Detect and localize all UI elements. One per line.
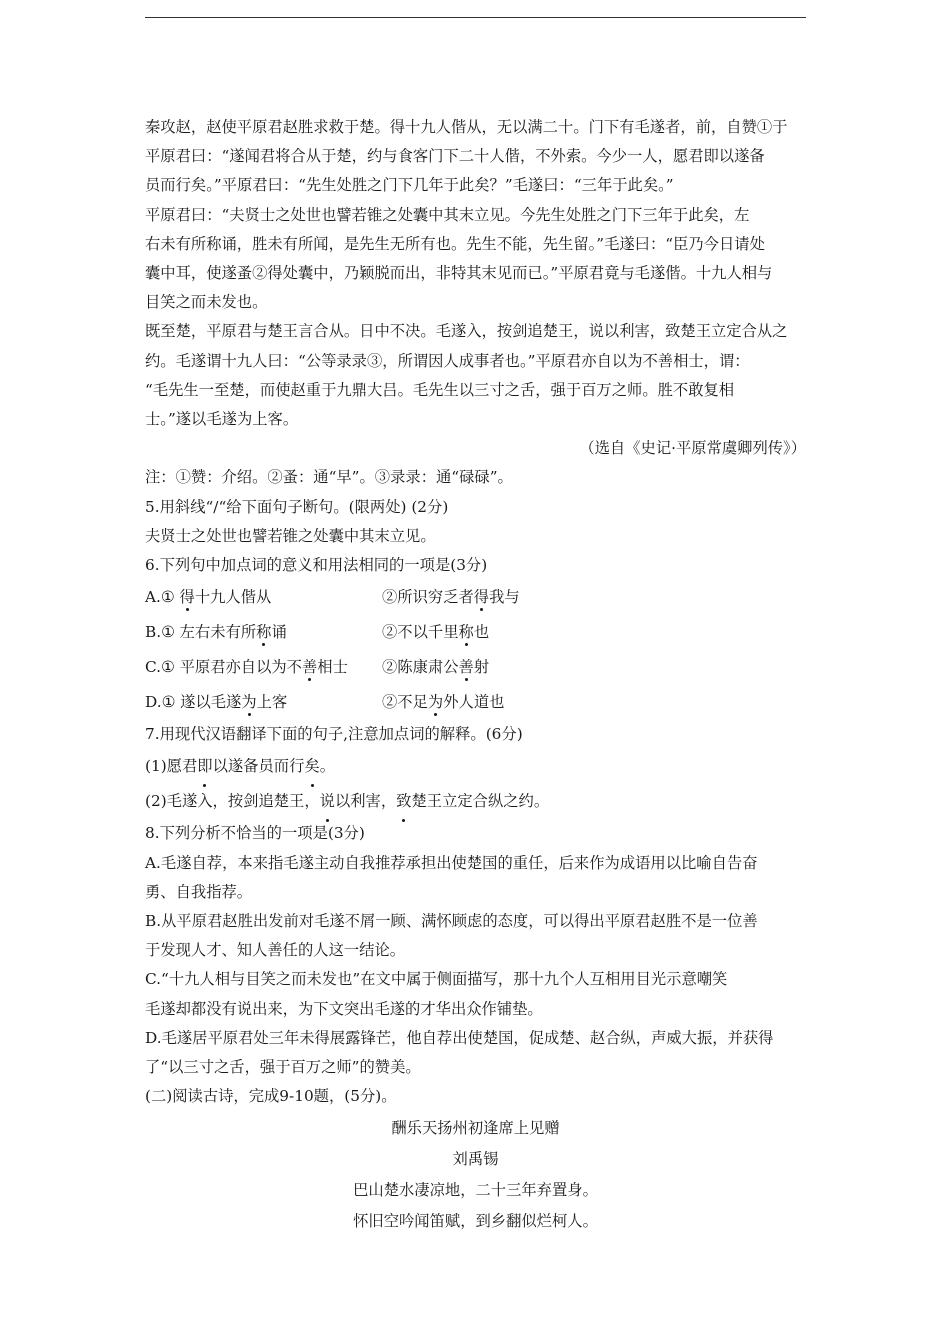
question-stem: 6.下列句中加点词的意义和用法相同的一项是(3分) — [145, 556, 488, 575]
choice-option: A.① 得十九人偕从 ②所识穷乏者得我与 — [145, 588, 520, 607]
header-rule — [145, 17, 806, 18]
passage-line: 目笑之而未发也。 — [145, 293, 268, 312]
dotted-char: 得 — [473, 588, 490, 607]
passage-line: 平原君曰：“遂闻君将合从于楚，约与食客门下二十人偕，不外索。今少一人，愿君即以遂备 — [145, 147, 765, 166]
question-5 — [145, 493, 806, 551]
dotted-char: 说 — [320, 787, 335, 816]
analysis-line: C.“十九人相与目笑之而未发也”在文中属于侧面描写，那十九个人互相用目光示意嘲笑 — [145, 970, 728, 989]
dotted-char: 善 — [301, 658, 318, 677]
question-stem: 7.用现代汉语翻译下面的句子,注意加点词的解释。(6分) — [145, 725, 523, 744]
poem-line: 怀旧空吟闻笛赋，到乡翻似烂柯人。 — [353, 1212, 598, 1231]
dotted-char: 致 — [396, 787, 411, 816]
poem-author: 刘禹锡 — [452, 1150, 499, 1169]
dotted-char: 为 — [427, 693, 444, 712]
dotted-char: 为 — [241, 693, 257, 712]
dotted-char: 善 — [458, 658, 474, 677]
section-heading: (二)阅读古诗，完成9-10题，(5分)。 — [145, 1087, 397, 1106]
analysis-line: B.从平原君赵胜出发前对毛遂不屑一顾、满怀顾虑的态度，可以得出平原君赵胜不是一位善 — [145, 912, 758, 931]
passage-line: 平原君曰：“夫贤士之处世也譬若锥之处囊中其末立见。今先生处胜之门下三年于此矣，左 — [145, 205, 750, 224]
poem-block — [145, 1113, 806, 1237]
analysis-line: A.毛遂自荐，本来指毛遂主动自我推荐承担出使楚国的重任，后来作为成语用以比喻自告奋 — [145, 853, 758, 872]
passage-line: 右未有所称诵，胜未有所闻，是先生无所有也。先生不能，先生留。”毛遂曰：“臣乃今日请处 — [145, 234, 765, 253]
dotted-char: 得 — [179, 588, 195, 607]
passage-line: 士。”遂以毛遂为上客。 — [145, 410, 299, 429]
poem-title: 酬乐天扬州初逢席上见赠 — [391, 1119, 560, 1138]
passage-line: 秦攻赵，赵使平原君赵胜求救于楚。得十九人偕从，无以满二十。门下有毛遂者，前，自赞①于 — [145, 118, 788, 136]
annotation-note: 注：①赞：介绍。②蚤：通“早”。③录录：通“碌碌”。 — [145, 468, 513, 487]
analysis-line: 勇、自我指荐。 — [145, 882, 253, 901]
analysis-line: 于发现人才、知人善任的人这一结论。 — [145, 941, 406, 960]
question-6 — [145, 551, 806, 720]
passage-line: “毛先生一至楚，而使赵重于九鼎大吕。毛先生以三寸之舌，强于百万之师。胜不敢复相 — [145, 380, 735, 399]
choice-option: C.① 平原君亦自以为不善相士 ②陈康肃公善射 — [145, 658, 490, 677]
passage-line: 员而行矣。”平原君曰：“先生处胜之门下几年于此矣？”毛遂曰：“三年于此矣。” — [145, 176, 674, 195]
source-citation: （选自《史记·平原常虞卿列传》） — [579, 439, 806, 458]
translation-item: (2)毛遂入，按剑追楚王， 说 以利害， 致 楚王立定合纵之约。 — [145, 784, 806, 819]
passage-line: 囊中耳，使遂蚤②得处囊中，乃颖脱而出，非特其末见而已。”平原君竟与毛遂偕。十九人相与 — [145, 264, 773, 283]
question-stem: 8.下列分析不恰当的一项是(3分) — [145, 824, 365, 843]
passage-line: 既至楚，平原君与楚王言合从。日中不决。毛遂入，按剑追楚王，说以利害，致楚王立定合从之 — [145, 322, 788, 341]
choice-option: D.① 遂以毛遂为上客 ②不足为外人道也 — [145, 693, 505, 712]
analysis-line: 毛遂却都没有说出来，为下文突出毛遂的才华出众作铺垫。 — [145, 999, 543, 1018]
question-8 — [145, 819, 806, 1082]
dotted-char: 称 — [458, 623, 474, 642]
poem-line: 巴山楚水凄凉地，二十三年弃置身。 — [353, 1181, 598, 1200]
classical-passage — [145, 113, 806, 434]
choice-option: B.① 左右未有所称诵 ②不以千里称也 — [145, 623, 490, 642]
translation-item: (1)愿君 即 以遂备员而行 矣 。 — [145, 749, 806, 784]
passage-line: 约。毛遂谓十九人曰：“公等录录③，所谓因人成事者也。”平原君亦自以为不善相士，谓： — [145, 351, 750, 370]
dotted-char: 矣 — [304, 752, 319, 781]
question-sentence: 夫贤士之处世也譬若锥之处囊中其末立见。 — [145, 526, 436, 545]
dotted-char: 称 — [256, 623, 272, 642]
question-stem: 5.用斜线“/“给下面句子断句。(限两处) (2分) — [145, 497, 449, 516]
analysis-line: 了“以三寸之舌，强于百万之师”的赞美。 — [145, 1058, 421, 1077]
document-body — [145, 113, 806, 1237]
dotted-char: 即 — [197, 752, 212, 781]
analysis-line: D.毛遂居平原君处三年未得展露锋芒，他自荐出使楚国，促成楚、赵合纵，声威大振，并获得 — [145, 1028, 774, 1047]
question-7 — [145, 720, 806, 819]
